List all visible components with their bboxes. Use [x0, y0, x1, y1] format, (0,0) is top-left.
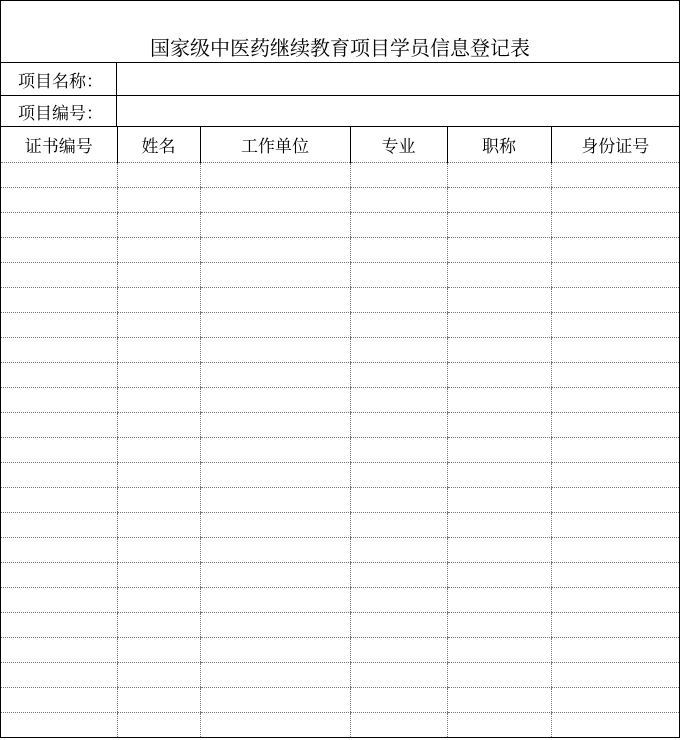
table-row — [1, 263, 679, 288]
project-name-label: 项目名称： — [1, 63, 117, 95]
table-cell[interactable] — [551, 588, 679, 613]
table-cell[interactable] — [1, 713, 117, 738]
table-cell[interactable] — [1, 313, 117, 338]
table-cell[interactable] — [117, 613, 200, 638]
table-cell[interactable] — [117, 563, 200, 588]
table-row — [1, 313, 679, 338]
table-cell[interactable] — [117, 663, 200, 688]
table-cell[interactable] — [200, 363, 350, 388]
table-cell[interactable] — [200, 238, 350, 263]
table-row — [1, 513, 679, 538]
table-cell[interactable] — [350, 363, 447, 388]
table-row — [1, 363, 679, 388]
table-cell[interactable] — [447, 713, 551, 738]
table-row — [1, 188, 679, 213]
table-cell[interactable] — [350, 313, 447, 338]
table-cell[interactable] — [1, 688, 117, 713]
table-cell[interactable] — [447, 363, 551, 388]
table-cell[interactable] — [350, 413, 447, 438]
table-cell[interactable] — [1, 388, 117, 413]
table-cell[interactable] — [200, 488, 350, 513]
table-cell[interactable] — [447, 538, 551, 563]
table-cell[interactable] — [1, 213, 117, 238]
table-cell[interactable] — [1, 338, 117, 363]
table-cell[interactable] — [200, 688, 350, 713]
table-row — [1, 713, 679, 738]
table-cell[interactable] — [117, 713, 200, 738]
table-cell[interactable] — [551, 263, 679, 288]
table-cell[interactable] — [117, 463, 200, 488]
table-row — [1, 613, 679, 638]
table-row — [1, 463, 679, 488]
table-cell[interactable] — [350, 563, 447, 588]
table-body — [1, 163, 679, 738]
table-cell[interactable] — [350, 388, 447, 413]
table-cell[interactable] — [447, 263, 551, 288]
table-row — [1, 213, 679, 238]
table-cell[interactable] — [350, 338, 447, 363]
table-cell[interactable] — [200, 413, 350, 438]
table-row — [1, 163, 679, 188]
table-cell[interactable] — [1, 263, 117, 288]
table-cell[interactable] — [1, 563, 117, 588]
table-cell[interactable] — [350, 263, 447, 288]
table-cell[interactable] — [551, 538, 679, 563]
table-cell[interactable] — [350, 188, 447, 213]
table-row — [1, 538, 679, 563]
table-header-row — [1, 127, 679, 163]
table-cell[interactable] — [200, 563, 350, 588]
table-cell[interactable] — [551, 413, 679, 438]
table-row — [1, 288, 679, 313]
table-cell[interactable] — [200, 663, 350, 688]
table-cell[interactable] — [447, 413, 551, 438]
table-cell[interactable] — [200, 263, 350, 288]
table-cell[interactable] — [551, 663, 679, 688]
table-cell[interactable] — [447, 288, 551, 313]
table-cell[interactable] — [117, 388, 200, 413]
student-info-table — [1, 127, 679, 737]
table-cell[interactable] — [350, 463, 447, 488]
project-name-field[interactable] — [117, 63, 679, 95]
table-row — [1, 638, 679, 663]
table-cell[interactable] — [551, 313, 679, 338]
table-cell[interactable] — [447, 238, 551, 263]
table-cell[interactable] — [117, 513, 200, 538]
table-cell[interactable] — [551, 513, 679, 538]
table-cell[interactable] — [350, 488, 447, 513]
project-code-field[interactable] — [117, 96, 679, 126]
table-cell[interactable] — [350, 438, 447, 463]
table-cell[interactable] — [447, 188, 551, 213]
table-cell[interactable] — [117, 588, 200, 613]
table-row — [1, 588, 679, 613]
table-cell[interactable] — [200, 613, 350, 638]
column-header-certificate-no: 证书编号 — [1, 127, 117, 163]
table-cell[interactable] — [551, 188, 679, 213]
table-cell[interactable] — [551, 563, 679, 588]
table-cell[interactable] — [1, 638, 117, 663]
table-cell[interactable] — [200, 638, 350, 663]
table-cell[interactable] — [350, 688, 447, 713]
table-cell[interactable] — [447, 563, 551, 588]
table-cell[interactable] — [447, 488, 551, 513]
table-cell[interactable] — [447, 463, 551, 488]
table-cell[interactable] — [551, 363, 679, 388]
table-cell[interactable] — [447, 338, 551, 363]
table-cell[interactable] — [200, 188, 350, 213]
table-cell[interactable] — [447, 163, 551, 188]
table-cell[interactable] — [447, 213, 551, 238]
table-cell[interactable] — [117, 363, 200, 388]
table-cell[interactable] — [117, 163, 200, 188]
table-row — [1, 688, 679, 713]
column-header-specialty: 专业 — [350, 127, 447, 163]
table-cell[interactable] — [551, 163, 679, 188]
table-cell[interactable] — [1, 288, 117, 313]
table-cell[interactable] — [117, 413, 200, 438]
project-code-label: 项目编号： — [1, 96, 117, 126]
table-row — [1, 413, 679, 438]
table-cell[interactable] — [447, 313, 551, 338]
table-row — [1, 388, 679, 413]
table-cell[interactable] — [551, 688, 679, 713]
table-cell[interactable] — [350, 163, 447, 188]
table-cell[interactable] — [551, 613, 679, 638]
table-row — [1, 438, 679, 463]
table-cell[interactable] — [447, 388, 551, 413]
table-cell[interactable] — [350, 663, 447, 688]
table-cell[interactable] — [200, 463, 350, 488]
table-cell[interactable] — [447, 613, 551, 638]
column-header-title: 职称 — [447, 127, 551, 163]
column-header-name: 姓名 — [117, 127, 200, 163]
table-cell[interactable] — [117, 338, 200, 363]
table-cell[interactable] — [447, 638, 551, 663]
table-cell[interactable] — [1, 488, 117, 513]
table-cell[interactable] — [1, 438, 117, 463]
table-row — [1, 238, 679, 263]
table-cell[interactable] — [551, 488, 679, 513]
table-cell[interactable] — [551, 338, 679, 363]
table-cell[interactable] — [200, 313, 350, 338]
table-row — [1, 563, 679, 588]
table-cell[interactable] — [117, 438, 200, 463]
table-cell[interactable] — [1, 188, 117, 213]
table-cell[interactable] — [200, 538, 350, 563]
table-cell[interactable] — [117, 213, 200, 238]
table-cell[interactable] — [350, 588, 447, 613]
table-cell[interactable] — [1, 663, 117, 688]
table-cell[interactable] — [350, 613, 447, 638]
table-row — [1, 488, 679, 513]
table-cell[interactable] — [350, 713, 447, 738]
table-cell[interactable] — [551, 638, 679, 663]
table-cell[interactable] — [1, 363, 117, 388]
form-title: 国家级中医药继续教育项目学员信息登记表 — [1, 1, 679, 63]
table-cell[interactable] — [350, 288, 447, 313]
table-cell[interactable] — [200, 713, 350, 738]
table-cell[interactable] — [447, 513, 551, 538]
table-cell[interactable] — [1, 588, 117, 613]
table-cell[interactable] — [200, 438, 350, 463]
table-cell[interactable] — [447, 438, 551, 463]
table-cell[interactable] — [1, 513, 117, 538]
table-cell[interactable] — [350, 513, 447, 538]
table-cell[interactable] — [200, 588, 350, 613]
table-cell[interactable] — [117, 288, 200, 313]
table-cell[interactable] — [117, 238, 200, 263]
table-cell[interactable] — [117, 638, 200, 663]
table-cell[interactable] — [200, 213, 350, 238]
table-cell[interactable] — [1, 163, 117, 188]
table-cell[interactable] — [117, 488, 200, 513]
table-cell[interactable] — [1, 538, 117, 563]
table-cell[interactable] — [1, 413, 117, 438]
table-cell[interactable] — [551, 238, 679, 263]
table-cell[interactable] — [1, 463, 117, 488]
project-code-row — [1, 96, 679, 127]
table-cell[interactable] — [350, 238, 447, 263]
table-cell[interactable] — [551, 213, 679, 238]
table-cell[interactable] — [200, 513, 350, 538]
table-cell[interactable] — [200, 288, 350, 313]
table-cell[interactable] — [551, 713, 679, 738]
table-cell[interactable] — [551, 288, 679, 313]
table-cell[interactable] — [447, 663, 551, 688]
table-cell[interactable] — [551, 463, 679, 488]
table-cell[interactable] — [350, 538, 447, 563]
table-cell[interactable] — [117, 538, 200, 563]
table-cell[interactable] — [1, 613, 117, 638]
table-cell[interactable] — [350, 638, 447, 663]
table-cell[interactable] — [200, 338, 350, 363]
table-cell[interactable] — [200, 388, 350, 413]
table-cell[interactable] — [117, 313, 200, 338]
table-cell[interactable] — [551, 438, 679, 463]
table-cell[interactable] — [117, 188, 200, 213]
project-name-row — [1, 63, 679, 96]
table-row — [1, 663, 679, 688]
table-cell[interactable] — [117, 263, 200, 288]
table-cell[interactable] — [200, 163, 350, 188]
table-row — [1, 338, 679, 363]
table-cell[interactable] — [551, 388, 679, 413]
table-cell[interactable] — [447, 588, 551, 613]
column-header-work-unit: 工作单位 — [200, 127, 350, 163]
table-cell[interactable] — [350, 213, 447, 238]
table-cell[interactable] — [1, 238, 117, 263]
table-cell[interactable] — [117, 688, 200, 713]
table-cell[interactable] — [447, 688, 551, 713]
column-header-id-number: 身份证号 — [551, 127, 679, 163]
